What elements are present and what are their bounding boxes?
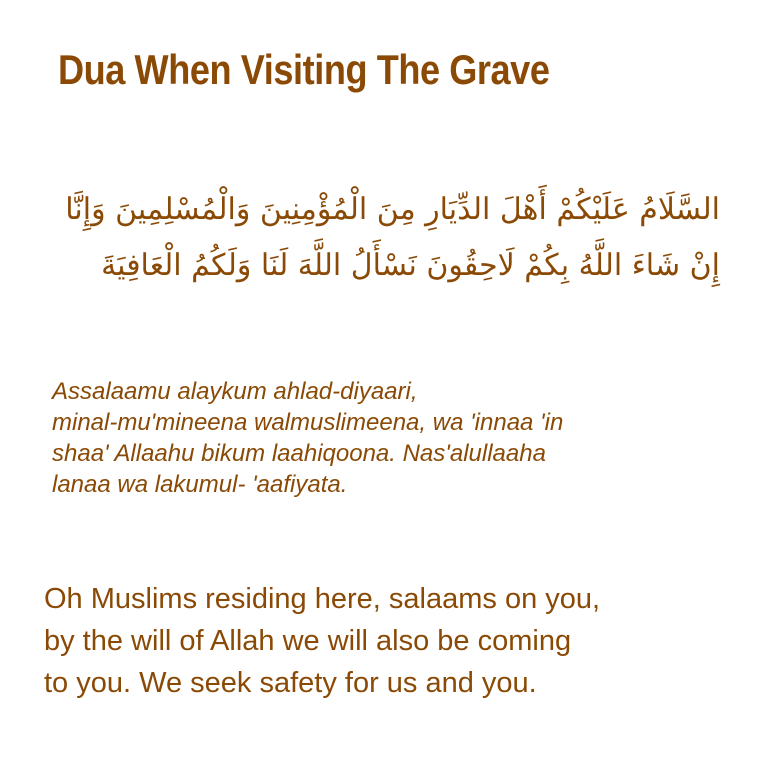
transliteration-line-1: Assalaamu alaykum ahlad-diyaari, (52, 378, 418, 405)
translation-line-1: Oh Muslims residing here, salaams on you, (44, 583, 601, 615)
page-title: Dua When Visiting The Grave (58, 46, 550, 93)
transliteration-line-4: lanaa wa lakumul- 'aafiyata. (52, 471, 348, 498)
arabic-text (40, 182, 720, 294)
arabic-line-1: السَّلَامُ عَلَيْكُمْ أَهْلَ الدِّيَارِ مِنَ الْمُؤْمِنِينَ وَالْمُسْلِمِينَ وَإِنَّا (65, 192, 720, 227)
translation-line-2: by the will of Allah we will also be coming (44, 625, 572, 657)
translation-line-3: to you. We seek safety for us and you. (44, 667, 537, 699)
transliteration-line-2: minal-mu'mineena walmuslimeena, wa 'innaa 'in (52, 409, 564, 436)
arabic-line-2: إِنْ شَاءَ اللَّهُ بِكُمْ لَاحِقُونَ نَسْأَلُ اللَّهَ لَنَا وَلَكُمُ الْعَافِيَةَ (101, 248, 720, 283)
transliteration-text (52, 376, 732, 500)
translation-text (44, 578, 744, 704)
transliteration-line-3: shaa' Allaahu bikum laahiqoona. Nas'alullaaha (52, 440, 546, 467)
